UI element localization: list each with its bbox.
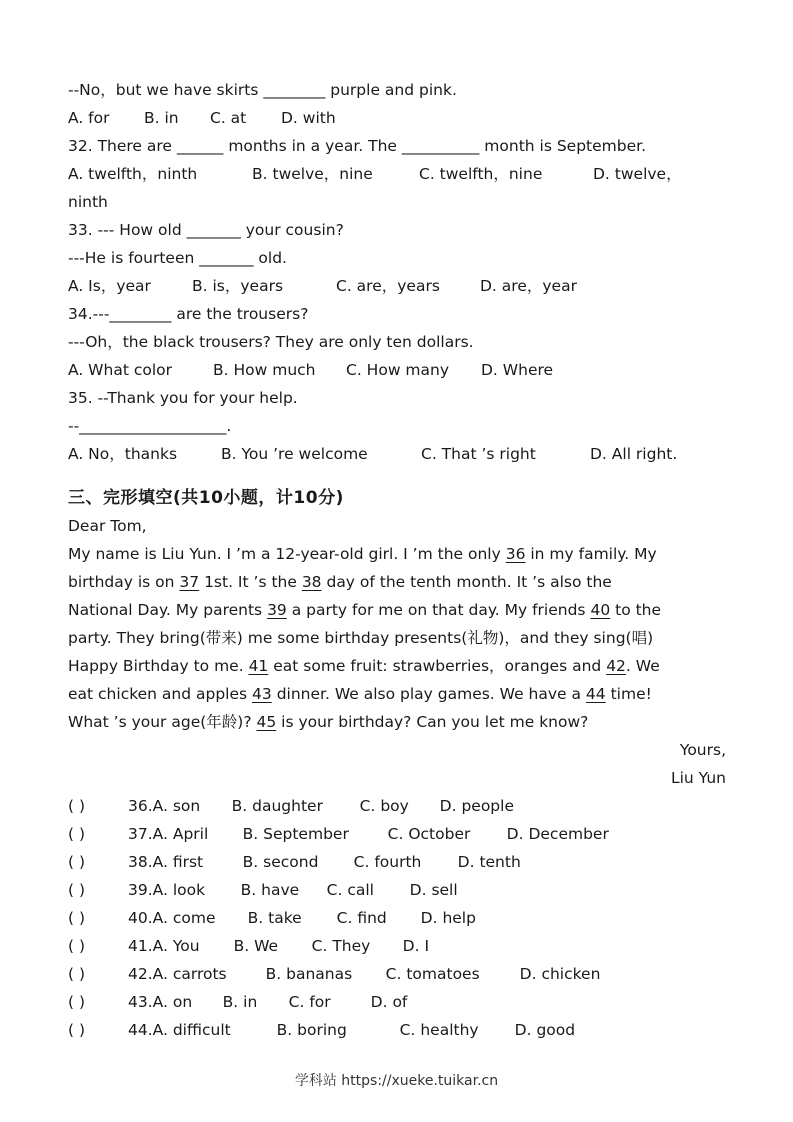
q34-options	[68, 356, 728, 384]
passage-line: What ’s your age(年龄)? 45 is your birthday? Can you let me know?	[68, 713, 589, 731]
option-d: D. tenth	[457, 853, 521, 871]
option-d: D. sell	[409, 881, 458, 899]
question-39	[68, 876, 728, 904]
option-b: B. in	[222, 993, 258, 1011]
blank-40: 40	[590, 601, 611, 619]
passage-line: Happy Birthday to me. 41 eat some fruit: strawberries，oranges and 42. We	[68, 657, 660, 675]
answer-bracket[interactable]: ( )	[68, 825, 86, 843]
option-d: D. with	[281, 109, 336, 127]
option-d: D. good	[514, 1021, 576, 1039]
option-a: A. come	[152, 909, 216, 927]
answer-bracket[interactable]: ( )	[68, 993, 86, 1011]
question-number: 40.	[128, 909, 153, 927]
option-b: B. is，years	[192, 277, 284, 295]
answer-bracket[interactable]: ( )	[68, 909, 86, 927]
answer-bracket[interactable]: ( )	[68, 937, 86, 955]
option-c: C. fourth	[353, 853, 422, 871]
section-heading: 三、完形填空(共10小题，计10分)	[68, 488, 344, 508]
option-b: B. take	[247, 909, 302, 927]
option-d: D. chicken	[519, 965, 601, 983]
answer-bracket[interactable]: ( )	[68, 965, 86, 983]
question-37	[68, 820, 728, 848]
q32-options	[68, 160, 728, 188]
question-36	[68, 792, 728, 820]
option-a: A. You	[152, 937, 200, 955]
passage-line: party. They bring(带来) me some birthday presents(礼物)，and they sing(唱)	[68, 629, 654, 647]
option-b: B. You ’re welcome	[221, 445, 368, 463]
option-c: C. find	[336, 909, 387, 927]
option-a: A. son	[152, 797, 201, 815]
question-40	[68, 904, 728, 932]
option-a: A. first	[152, 853, 204, 871]
option-d: D. help	[420, 909, 476, 927]
option-b: B. in	[144, 109, 179, 127]
option-b: B. boring	[276, 1021, 347, 1039]
question-38	[68, 848, 728, 876]
option-a: A. on	[152, 993, 193, 1011]
blank-41: 41	[248, 657, 269, 675]
option-a: A. carrots	[152, 965, 227, 983]
question-number: 36.	[128, 797, 153, 815]
option-b: B. September	[242, 825, 349, 843]
passage-line: eat chicken and apples 43 dinner. We also play games. We have a 44 time!	[68, 685, 652, 703]
q33-stem-2: ---He is fourteen _______ old.	[68, 249, 287, 267]
answer-bracket[interactable]: ( )	[68, 1021, 86, 1039]
question-number: 43.	[128, 993, 153, 1011]
q34-stem: 34.---________ are the trousers?	[68, 305, 309, 323]
option-d: D. All right.	[590, 445, 678, 463]
option-d: D. people	[439, 797, 514, 815]
option-a: A. for	[68, 109, 110, 127]
question-number: 41.	[128, 937, 153, 955]
option-b: B. daughter	[231, 797, 323, 815]
answer-bracket[interactable]: ( )	[68, 881, 86, 899]
option-d: D. twelve，	[593, 165, 682, 183]
q35-stem-2: --___________________.	[68, 417, 232, 435]
option-b: B. We	[233, 937, 279, 955]
option-a: A. difficult	[152, 1021, 231, 1039]
option-b: B. twelve，nine	[252, 165, 373, 183]
answer-bracket[interactable]: ( )	[68, 853, 86, 871]
option-c: C. October	[387, 825, 471, 843]
option-a: A. No，thanks	[68, 445, 178, 463]
worksheet-page	[68, 76, 728, 1044]
question-number: 37.	[128, 825, 153, 843]
passage-line: birthday is on 37 1st. It ’s the 38 day of the tenth month. It ’s also the	[68, 573, 612, 591]
option-c: C. They	[311, 937, 371, 955]
q33-options	[68, 272, 728, 300]
option-d: D. are，year	[480, 277, 577, 295]
q33-stem: 33. --- How old _______ your cousin?	[68, 221, 344, 239]
option-a: A. look	[152, 881, 206, 899]
question-44	[68, 1016, 728, 1044]
blank-39: 39	[267, 601, 287, 619]
question-number: 38.	[128, 853, 153, 871]
option-d: D. Where	[481, 361, 554, 379]
option-a: A. April	[152, 825, 209, 843]
question-41	[68, 932, 728, 960]
option-c: C. twelfth，nine	[419, 165, 543, 183]
blank-38: 38	[301, 573, 322, 591]
option-c: C. healthy	[399, 1021, 479, 1039]
option-b: B. have	[240, 881, 300, 899]
option-c: C. That ’s right	[421, 445, 536, 463]
blank-36: 36	[505, 545, 526, 563]
option-d: D. I	[402, 937, 430, 955]
signoff: Yours,	[679, 741, 726, 759]
option-b: B. How much	[213, 361, 316, 379]
q32-option-d-cont: ninth	[68, 193, 108, 211]
q32-stem: 32. There are ______ months in a year. The __________ month is September.	[68, 137, 647, 155]
option-c: C. at	[210, 109, 247, 127]
blank-42: 42	[606, 657, 626, 675]
greeting: Dear Tom,	[68, 517, 147, 535]
blank-43: 43	[252, 685, 272, 703]
option-b: B. bananas	[265, 965, 353, 983]
cloze-passage	[68, 512, 728, 792]
question-number: 39.	[128, 881, 153, 899]
passage-line: My name is Liu Yun. I ’m a 12-year-old girl. I ’m the only 36 in my family. My	[68, 545, 657, 563]
question-list	[68, 792, 728, 1044]
blank-44: 44	[585, 685, 606, 703]
option-c: C. tomatoes	[385, 965, 480, 983]
option-c: C. are，years	[336, 277, 440, 295]
option-c: C. for	[288, 993, 331, 1011]
q34-stem-2: ---Oh，the black trousers? They are only ten dollars.	[68, 333, 474, 351]
option-c: C. boy	[359, 797, 409, 815]
option-d: D. December	[506, 825, 609, 843]
option-a: A. Is，year	[68, 277, 151, 295]
option-d: D. of	[370, 993, 408, 1011]
question-43	[68, 988, 728, 1016]
answer-bracket[interactable]: ( )	[68, 797, 86, 815]
option-a: A. What color	[68, 361, 173, 379]
signature: Liu Yun	[670, 769, 726, 787]
blank-45: 45	[256, 713, 277, 731]
q31-options	[68, 104, 728, 132]
option-c: C. call	[326, 881, 374, 899]
blank-37: 37	[179, 573, 200, 591]
option-a: A. twelfth，ninth	[68, 165, 198, 183]
q35-stem: 35. --Thank you for your help.	[68, 389, 298, 407]
question-42	[68, 960, 728, 988]
question-number: 44.	[128, 1021, 153, 1039]
q35-options	[68, 440, 728, 468]
question-number: 42.	[128, 965, 153, 983]
option-b: B. second	[242, 853, 319, 871]
passage-line: National Day. My parents 39 a party for me on that day. My friends 40 to the	[68, 601, 662, 619]
option-c: C. How many	[346, 361, 450, 379]
page-footer: 学科站 https://xueke.tuikar.cn	[294, 1073, 499, 1089]
q31-answer-line: --No，but we have skirts ________ purple and pink.	[68, 81, 457, 99]
